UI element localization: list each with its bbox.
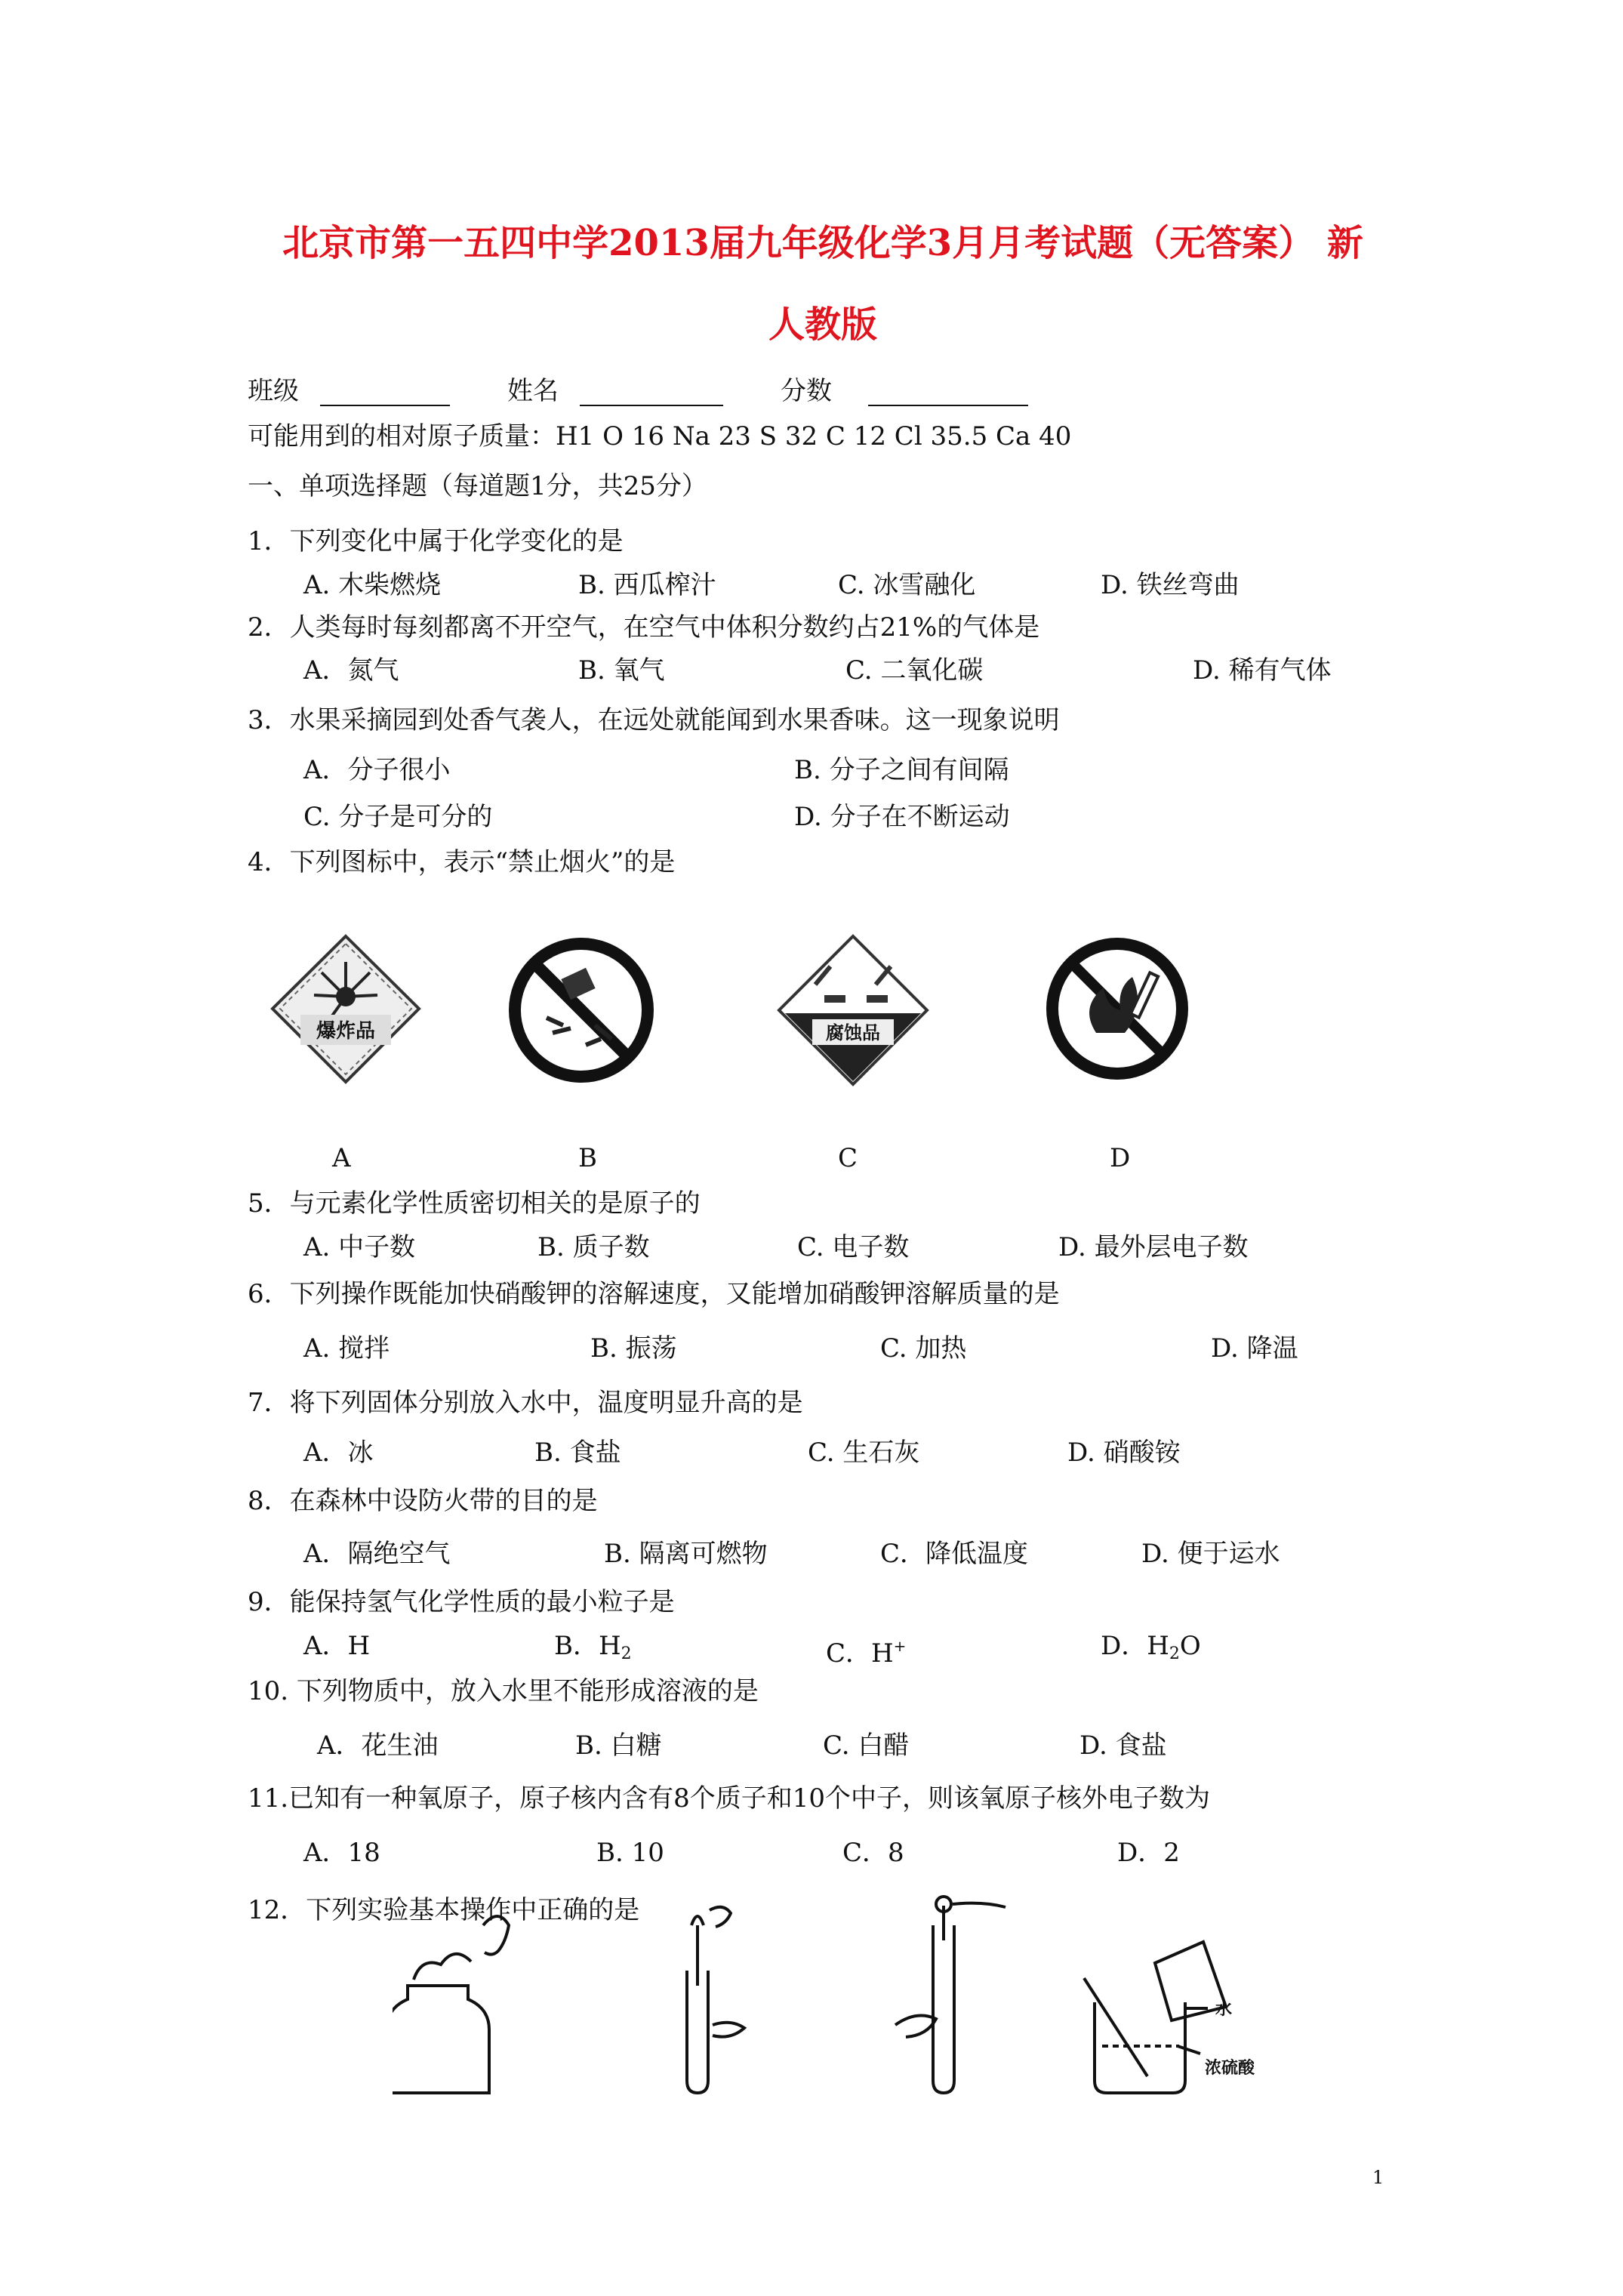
- option-b: B. 西瓜榨汁: [578, 570, 716, 600]
- option-d: D. 稀有气体: [1193, 655, 1332, 686]
- option-b: B. 食盐: [534, 1438, 621, 1468]
- corrosive-label: 腐蚀品: [826, 1022, 880, 1043]
- corrosive-sign-icon: [779, 936, 927, 1084]
- option-d: D. 分子在不断运动: [794, 802, 1010, 832]
- option-b: B．$H_2$: [554, 1631, 632, 1663]
- smelling-bottle-icon: [393, 1916, 509, 2093]
- option-a: A．花生油: [317, 1730, 439, 1761]
- class-label: 班级: [248, 376, 299, 406]
- option-d: D. 降温: [1211, 1333, 1298, 1364]
- question-stem: 11.已知有一种氧原子，原子核内含有8个质子和10个中子，则该氧原子核外电子数为: [248, 1783, 1210, 1814]
- option-c: C．H+: [826, 1637, 907, 1669]
- explosive-sign-icon: [273, 936, 419, 1082]
- question-stem: 5．与元素化学性质密切相关的是原子的: [248, 1188, 701, 1219]
- question-stem: 8．在森林中设防火带的目的是: [248, 1486, 598, 1516]
- no-dumping-sign-icon: [515, 944, 648, 1077]
- question-stem: 1．下列变化中属于化学变化的是: [248, 526, 624, 556]
- score-label: 分数: [781, 376, 832, 406]
- option-c: C. 加热: [880, 1333, 967, 1364]
- explosive-label: 爆炸品: [316, 1020, 376, 1043]
- option-d: D. 食盐: [1079, 1730, 1167, 1761]
- option-c: C. 白醋: [823, 1730, 910, 1761]
- question-stem: 6．下列操作既能加快硝酸钾的溶解速度，又能增加硝酸钾溶解质量的是: [248, 1279, 1060, 1309]
- option-c: C. 二氧化碳: [845, 655, 984, 686]
- score-blank[interactable]: [868, 405, 1028, 406]
- option-d: D: [1110, 1143, 1131, 1173]
- acid-label: 浓硫酸: [1205, 2058, 1255, 2078]
- option-b: B. 10: [596, 1838, 664, 1868]
- option-b: B. 隔离可燃物: [604, 1539, 768, 1569]
- option-d: D．$H_2O$: [1101, 1631, 1201, 1663]
- option-c: C．8: [842, 1838, 904, 1868]
- option-b: B. 质子数: [537, 1232, 650, 1262]
- question-stem: 7．将下列固体分别放入水中，温度明显升高的是: [248, 1388, 803, 1418]
- question-stem: 2．人类每时每刻都离不开空气，在空气中体积分数约占21%的气体是: [248, 612, 1040, 643]
- option-d: D．2: [1117, 1838, 1180, 1868]
- question-stem: 10. 下列物质中，放入水里不能形成溶液的是: [248, 1676, 759, 1706]
- option-d: D. 硝酸铵: [1067, 1438, 1181, 1468]
- option-a: A．隔绝空气: [303, 1539, 451, 1569]
- option-d: D. 便于运水: [1141, 1539, 1280, 1569]
- question-stem: 9．能保持氢气化学性质的最小粒子是: [248, 1587, 675, 1617]
- water-label: 水: [1215, 1999, 1233, 2019]
- option-a: A．H: [303, 1631, 371, 1661]
- class-blank[interactable]: [320, 405, 450, 406]
- no-fire-sign-icon: [1052, 944, 1182, 1074]
- option-b: B. 分子之间有间隔: [794, 755, 1009, 785]
- name-label: 姓名: [507, 376, 559, 406]
- lab-operations-figure: [393, 1895, 1336, 2099]
- option-c: C. 分子是可分的: [303, 802, 493, 832]
- question-stem: 4．下列图标中，表示“禁止烟火”的是: [248, 847, 676, 877]
- option-a: A. 中子数: [303, 1232, 416, 1262]
- test-tube-dropper-icon: [687, 1907, 744, 2093]
- option-a: A．冰: [303, 1438, 374, 1468]
- title-line-1: 北京市第一五四中学2013届九年级化学3月月考试题（无答案） 新: [282, 222, 1363, 264]
- option-b: B: [578, 1143, 597, 1173]
- atomic-mass-line: 可能用到的相对原子质量：H1 O 16 Na 23 S 32 C 12 Cl 35.5 Ca 40: [248, 421, 1072, 451]
- option-a: A: [332, 1143, 351, 1173]
- name-blank[interactable]: [580, 405, 723, 406]
- title-line-2: 人教版: [768, 304, 877, 346]
- option-b: B. 振荡: [590, 1333, 677, 1364]
- option-d: D. 铁丝弯曲: [1101, 570, 1240, 600]
- option-a: A．18: [303, 1838, 380, 1868]
- question-stem: 12．下列实验基本操作中正确的是: [248, 1895, 640, 1925]
- dropper-in-tube-icon: [895, 1897, 1006, 2093]
- option-b: B. 白糖: [575, 1730, 662, 1761]
- option-c: C. 电子数: [797, 1232, 910, 1262]
- section-heading: 一、单项选择题（每道题1分，共25分）: [248, 471, 707, 501]
- option-b: B. 氧气: [578, 655, 665, 686]
- option-a: A．氮气: [303, 655, 399, 686]
- option-c: C. 生石灰: [808, 1438, 920, 1468]
- option-c: C. 冰雪融化: [838, 570, 976, 600]
- option-c: C: [838, 1143, 858, 1173]
- question-stem: 3．水果采摘园到处香气袭人，在远处就能闻到水果香味。这一现象说明: [248, 705, 1060, 735]
- safety-signs-figure: [257, 920, 1253, 1101]
- option-a: A．分子很小: [303, 755, 451, 785]
- page-number: 1: [1372, 2167, 1384, 2188]
- option-a: A. 搅拌: [303, 1333, 390, 1364]
- option-c: C．降低温度: [880, 1539, 1029, 1569]
- option-a: A. 木柴燃烧: [303, 570, 442, 600]
- option-d: D. 最外层电子数: [1058, 1232, 1249, 1262]
